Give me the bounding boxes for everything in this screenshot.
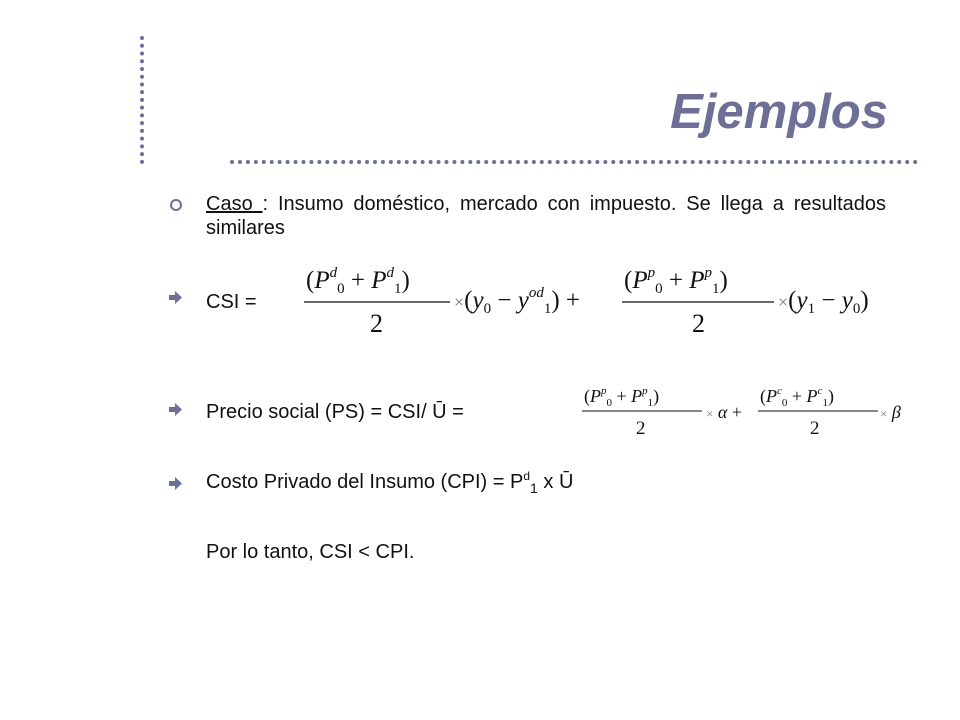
formula-term: $(P^p_0 + P^p_1)$ [584,385,660,409]
formula-term: $\times(y_0 - y^{od}_1)$ + [454,285,580,317]
arrow-bullet-icon [169,403,182,416]
costo-privado-line [206,470,573,494]
ring-bullet-icon [170,199,182,211]
arrow-bullet-icon [169,291,182,304]
formula-term: 2 [692,309,705,338]
case-paragraph [206,192,886,240]
cpi-subscript: 1 [530,480,538,496]
formula-term: 2 [636,418,646,439]
arrow-bullet-icon [169,477,182,490]
cpi-prefix: Costo Privado del Insumo (CPI) = P [206,471,524,493]
formula-term: $(P^d_0 + P^d_1)$ [306,265,410,297]
case-text: : Insumo doméstico, mercado con impuesto. Se llega a resultados similares [206,193,886,239]
precio-social-formula [578,378,914,442]
formula-term: × α + [706,402,742,422]
formula-term: $(P^p_0 + P^p_1)$ [624,265,728,297]
csi-label: CSI = [206,291,257,313]
formula-term: 2 [370,309,383,338]
formula-term: 2 [810,418,820,439]
decorative-horizontal-dotted-line [230,160,918,164]
formula-term: $(P^c_0 + P^c_1)$ [760,385,834,409]
cpi-suffix: x Ū [537,471,574,493]
decorative-vertical-dotted-line [140,36,144,164]
slide-title: Ejemplos [670,85,888,139]
formula-term: × β [880,402,901,422]
csi-formula [296,256,916,342]
cpi-superscript: d [523,469,531,483]
conclusion-text: Por lo tanto, CSI < CPI. [206,541,415,563]
formula-term: $\times(y_1 - y_0)$ [778,287,869,317]
case-label: Caso [206,193,263,215]
precio-social-label: Precio social (PS) = CSI/ Ū = [206,401,464,423]
